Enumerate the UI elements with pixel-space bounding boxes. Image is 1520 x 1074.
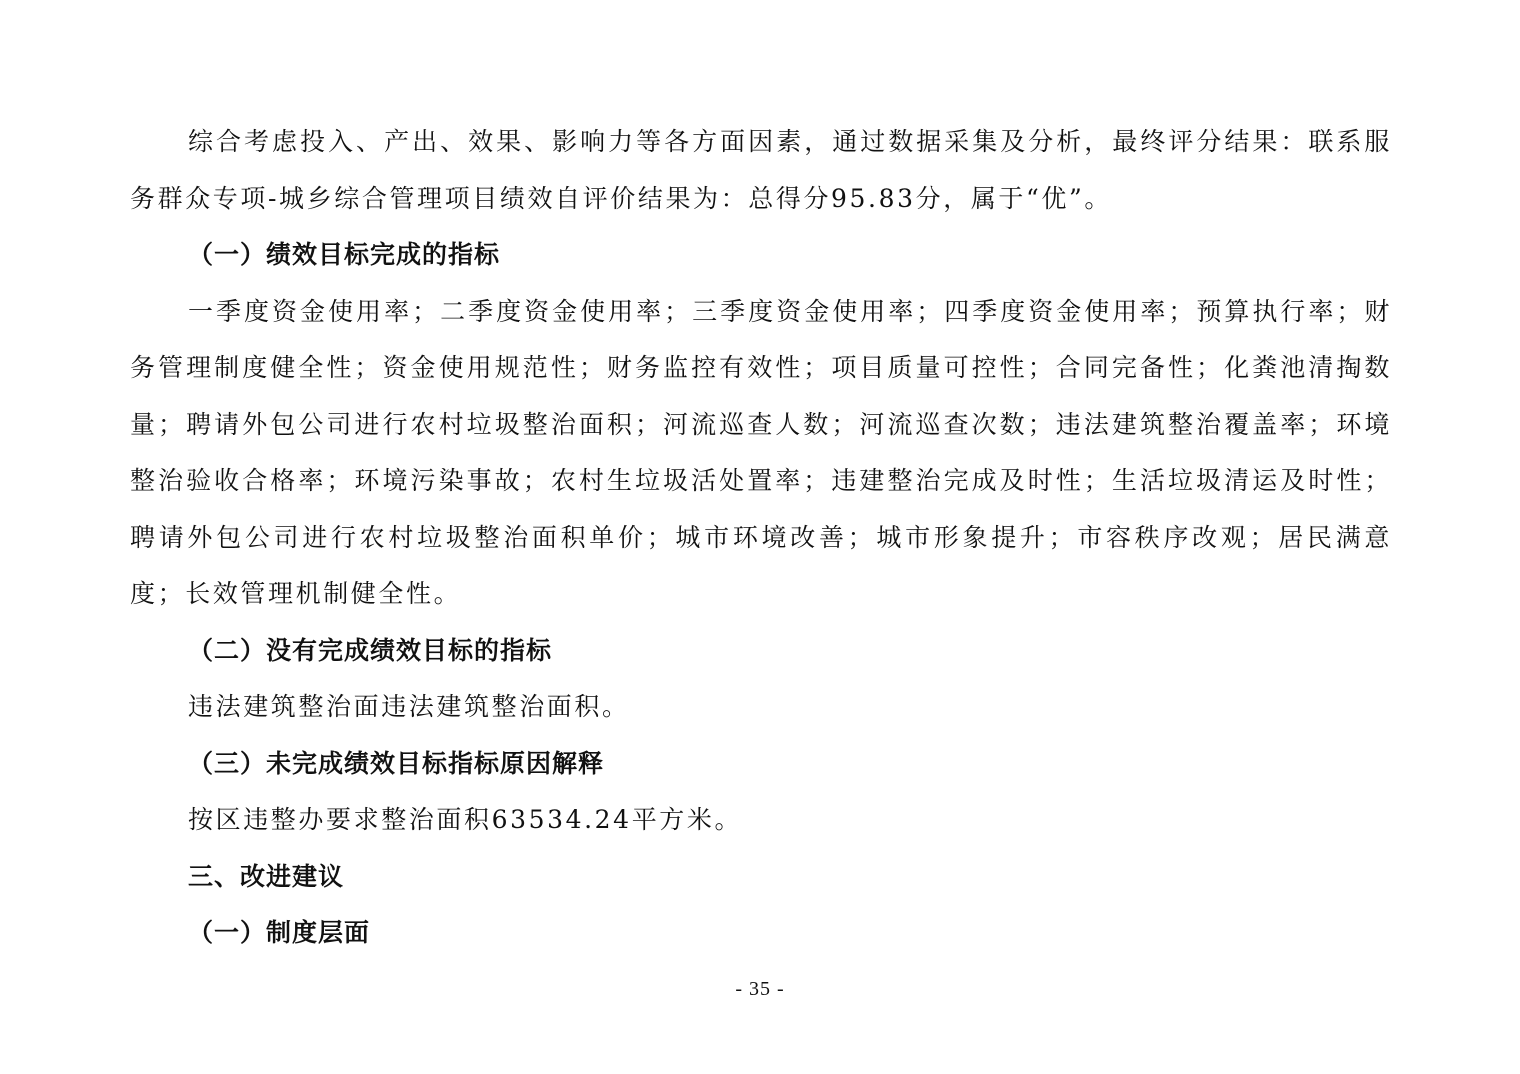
intro-paragraph: 综合考虑投入、产出、效果、影响力等各方面因素，通过数据采集及分析，最终评分结果：联系服务群众专项-城乡综合管理项目绩效自评价结果为：总得分95.83分，属于“优”。 bbox=[130, 127, 1392, 213]
section-paragraph-3: 按区违整办要求整治面积63534.24平方米。 bbox=[188, 805, 743, 834]
section-heading-1: （一）绩效目标完成的指标 bbox=[188, 240, 501, 269]
part-heading-improvements: 三、改进建议 bbox=[188, 861, 345, 891]
subsection-heading-system: （一）制度层面 bbox=[188, 918, 371, 947]
document-body bbox=[130, 114, 1392, 962]
section-heading-3: （三）未完成绩效目标指标原因解释 bbox=[188, 748, 605, 778]
section-heading-2: （二）没有完成绩效目标的指标 bbox=[188, 635, 553, 665]
page-number: - 35 - bbox=[735, 978, 785, 1000]
section-paragraph-1: 一季度资金使用率；二季度资金使用率；三季度资金使用率；四季度资金使用率；预算执行率；财务管理制度健全性；资金使用规范性；财务监控有效性；项目质量可控性；合同完备性；化粪池清掏数量；聘请外包公司进行农村垃圾整治面积；河流巡查人数；河流巡查次数；违法建筑整治覆盖率；环境整治验收合格率；环境污染事故；农村生垃圾活处置率；违建整治完成及时性；生活垃圾清运及时性；聘请外包公司进行农村垃圾整治面积单价；城市环境改善；城市形象提升；市容秩序改观；居民满意度；长效管理机制健全性。 bbox=[130, 296, 1392, 608]
section-paragraph-2: 违法建筑整治面违法建筑整治面积。 bbox=[188, 692, 630, 721]
